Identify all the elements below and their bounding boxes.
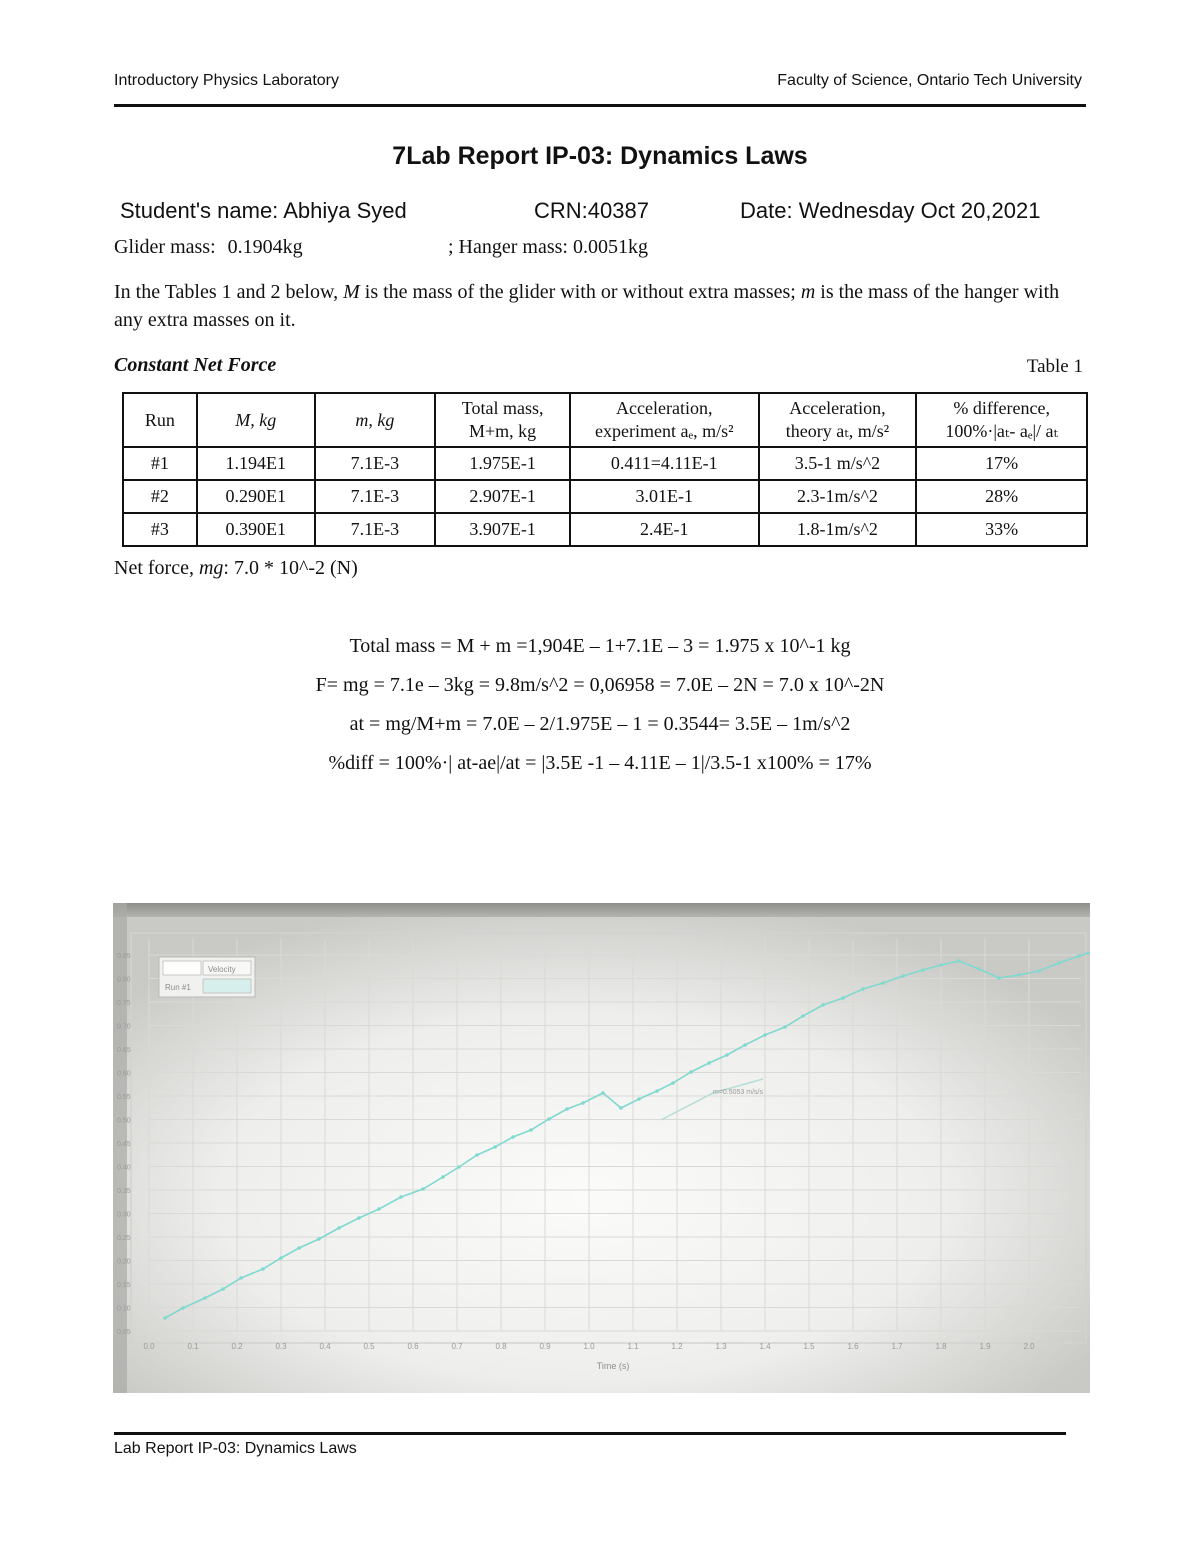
- footer-text: Lab Report IP-03: Dynamics Laws: [114, 1440, 357, 1457]
- intro-text-3: is the mass of the hanger with any extra masses on it.: [114, 281, 1060, 331]
- header-percent-diff-l2: 100%·|aₜ- aₑ|/ aₜ: [945, 421, 1058, 441]
- legend-box: [159, 957, 255, 997]
- table-cell: 3.5-1 m/s^2: [759, 447, 917, 480]
- x-tick-label: 0.6: [407, 1342, 419, 1351]
- header-right: Faculty of Science, Ontario Tech University: [777, 72, 1082, 89]
- header-accel-theory-l2: theory aₜ, m/s²: [785, 421, 890, 441]
- header-accel-exp-l2: experiment aₑ, m/s²: [595, 421, 734, 441]
- table-cell: 2.3-1m/s^2: [759, 480, 917, 513]
- velocity-point: [689, 1070, 693, 1074]
- table-cell: 17%: [916, 447, 1087, 480]
- x-tick-label: 1.6: [847, 1342, 859, 1351]
- velocity-point: [457, 1165, 461, 1169]
- table-row: [123, 513, 1087, 546]
- table-cell: 0.390E1: [197, 513, 315, 546]
- y-tick-label: 0.35: [117, 1188, 131, 1195]
- table-cell: 7.1E-3: [315, 480, 436, 513]
- header-total-mass: [435, 393, 570, 447]
- x-tick-label: 1.1: [627, 1342, 639, 1351]
- velocity-point: [671, 1081, 675, 1085]
- velocity-point: [377, 1207, 381, 1211]
- velocity-point: [203, 1296, 207, 1300]
- y-tick-label: 0.50: [117, 1117, 131, 1125]
- velocity-point: [581, 1101, 585, 1105]
- net-force: [114, 557, 358, 580]
- table-cell: 1.975E-1: [435, 447, 570, 480]
- velocity-point: [357, 1216, 361, 1220]
- results-table: [122, 392, 1088, 547]
- y-tick-label: 0.55: [117, 1094, 131, 1101]
- y-tick-label: 0.60: [117, 1070, 131, 1078]
- report-title: 7Lab Report IP-03: Dynamics Laws: [392, 142, 808, 170]
- x-tick-label: 0.9: [539, 1342, 551, 1351]
- velocity-point: [1086, 951, 1090, 955]
- intro-text-2: is the mass of the glider with or without extra masses;: [359, 281, 801, 303]
- velocity-point: [901, 974, 905, 978]
- intro-text-1: In the Tables 1 and 2 below,: [114, 281, 344, 303]
- velocity-point: [511, 1135, 515, 1139]
- y-tick-label: 0.85: [117, 953, 131, 960]
- x-tick-labels: [143, 1342, 1035, 1351]
- header-m-text: m, kg: [355, 409, 395, 430]
- velocity-point: [441, 1175, 445, 1179]
- velocity-point: [861, 987, 865, 991]
- velocity-point: [493, 1145, 497, 1149]
- velocity-point: [957, 959, 961, 963]
- velocity-point: [801, 1014, 805, 1018]
- header-percent-diff-l1: % difference,: [953, 398, 1050, 418]
- footer-rule: [114, 1432, 1066, 1435]
- velocity-point: [337, 1226, 341, 1230]
- x-tick-label: 0.0: [143, 1342, 155, 1351]
- table-cell: 7.1E-3: [315, 513, 436, 546]
- hanger-mass: ; Hanger mass: 0.0051kg: [448, 236, 648, 258]
- velocity-point: [601, 1091, 605, 1095]
- velocity-point: [529, 1128, 533, 1132]
- y-tick-label: 0.75: [117, 1000, 131, 1007]
- velocity-point: [565, 1107, 569, 1111]
- header-accel-exp-l1: Acceleration,: [616, 398, 713, 418]
- header-accel-theory: [759, 393, 917, 447]
- glider-mass-value: 0.1904kg: [227, 236, 303, 258]
- velocity-point: [221, 1287, 225, 1291]
- velocity-point: [547, 1117, 551, 1121]
- x-axis-label: Time (s): [596, 1361, 630, 1371]
- photo-top-edge: [113, 903, 1090, 917]
- x-tick-label: 1.7: [891, 1342, 903, 1351]
- header-left: Introductory Physics Laboratory: [114, 72, 339, 89]
- header-m: [315, 393, 436, 447]
- glider-mass-label: Glider mass:: [114, 236, 216, 258]
- table-caption: Constant Net Force: [114, 354, 277, 376]
- velocity-point: [763, 1033, 767, 1037]
- velocity-point: [841, 996, 845, 1000]
- table-cell: 1.8-1m/s^2: [759, 513, 917, 546]
- velocity-point: [297, 1246, 301, 1250]
- table-cell: 1.194E1: [197, 447, 315, 480]
- table-cell: 28%: [916, 480, 1087, 513]
- y-tick-label: 0.70: [117, 1023, 131, 1031]
- y-tick-label: 0.45: [117, 1141, 131, 1148]
- intro-var-m: m: [800, 281, 816, 303]
- velocity-point: [399, 1195, 403, 1199]
- x-tick-label: 0.2: [231, 1342, 243, 1351]
- table-row: [123, 480, 1087, 513]
- velocity-point: [317, 1237, 321, 1241]
- x-tick-label: 1.9: [979, 1342, 991, 1351]
- table-cell: #1: [123, 447, 197, 480]
- velocity-point: [1017, 973, 1021, 977]
- table-cell: 0.290E1: [197, 480, 315, 513]
- intro-paragraph: [114, 278, 1089, 334]
- net-force-value: : 7.0 * 10^-2 (N): [223, 557, 358, 579]
- header-M: [197, 393, 315, 447]
- report-date: Date: Wednesday Oct 20,2021: [740, 198, 1041, 223]
- photo-background: [113, 903, 1090, 1393]
- velocity-point: [783, 1025, 787, 1029]
- x-tick-label: 1.0: [583, 1342, 595, 1351]
- x-tick-label: 1.3: [715, 1342, 727, 1351]
- header-run: Run: [123, 393, 197, 447]
- header-rule: [114, 104, 1086, 107]
- equation-total-mass: Total mass = M + m =1,904E – 1+7.1E – 3 = 1.975 x 10^-1 kg: [349, 635, 851, 657]
- velocity-point: [619, 1106, 623, 1110]
- x-tick-label: 0.7: [451, 1342, 463, 1351]
- y-tick-label: 0.65: [117, 1047, 131, 1054]
- velocity-point: [475, 1153, 479, 1157]
- y-tick-label: 0.10: [117, 1305, 131, 1313]
- x-tick-label: 0.1: [187, 1342, 199, 1351]
- table-cell: 3.907E-1: [435, 513, 570, 546]
- velocity-point: [181, 1306, 185, 1310]
- crn: CRN:40387: [534, 198, 649, 223]
- x-tick-label: 1.2: [671, 1342, 683, 1351]
- velocity-point: [725, 1053, 729, 1057]
- velocity-point: [743, 1043, 747, 1047]
- x-tick-label: 1.8: [935, 1342, 947, 1351]
- equation-theory-accel: at = mg/M+m = 7.0E – 2/1.975E – 1 = 0.3544= 3.5E – 1m/s^2: [349, 713, 851, 735]
- header-total-mass-l1: Total mass,: [461, 398, 544, 418]
- header-total-mass-l2: M+m, kg: [469, 421, 537, 441]
- velocity-point: [279, 1256, 283, 1260]
- y-tick-label: 0.05: [117, 1329, 131, 1336]
- x-tick-label: 2.0: [1023, 1342, 1035, 1351]
- header-percent-diff: [916, 393, 1087, 447]
- velocity-point: [921, 968, 925, 972]
- velocity-point: [707, 1061, 711, 1065]
- table-cell: #3: [123, 513, 197, 546]
- velocity-point: [1057, 961, 1061, 965]
- x-tick-label: 0.3: [275, 1342, 287, 1351]
- velocity-point: [239, 1276, 243, 1280]
- table-cell: #2: [123, 480, 197, 513]
- legend-run: Run #1: [165, 983, 191, 992]
- y-tick-label: 0.40: [117, 1164, 131, 1172]
- table-number: Table 1: [1026, 356, 1083, 377]
- y-tick-label: 0.80: [117, 976, 131, 984]
- student-name: Student's name: Abhiya Syed: [120, 198, 407, 223]
- velocity-point: [881, 981, 885, 985]
- velocity-point: [261, 1267, 265, 1271]
- table-row: [123, 447, 1087, 480]
- table-cell: 2.907E-1: [435, 480, 570, 513]
- intro-var-M: M: [343, 281, 360, 303]
- velocity-graph-photo: [113, 903, 1090, 1393]
- velocity-point: [655, 1089, 659, 1093]
- header-M-text: M, kg: [235, 409, 277, 430]
- table-cell: 2.4E-1: [570, 513, 759, 546]
- table-cell: 0.411=4.11E-1: [570, 447, 759, 480]
- equation-force: F= mg = 7.1e – 3kg = 9.8m/s^2 = 0,06958 = 7.0E – 2N = 7.0 x 10^-2N: [315, 674, 885, 696]
- legend-title: Velocity: [208, 965, 236, 974]
- y-tick-label: 0.30: [117, 1211, 131, 1219]
- velocity-point: [421, 1187, 425, 1191]
- velocity-point: [1077, 954, 1081, 958]
- velocity-point: [1037, 969, 1041, 973]
- velocity-point: [939, 963, 943, 967]
- y-tick-label: 0.25: [117, 1235, 131, 1242]
- x-tick-label: 0.8: [495, 1342, 507, 1351]
- x-tick-label: 0.4: [319, 1342, 331, 1351]
- net-force-label: Net force,: [114, 557, 199, 579]
- table-cell: 3.01E-1: [570, 480, 759, 513]
- fit-annotation: m=0.5053 m/s/s: [713, 1089, 763, 1096]
- equation-percent-diff: %diff = 100%·| at-ae|/at = |3.5E -1 – 4.11E – 1|/3.5-1 x100% = 17%: [328, 752, 872, 774]
- velocity-point: [163, 1316, 167, 1320]
- table-header-row: [123, 393, 1087, 447]
- mass-line: [114, 236, 648, 259]
- table-cell: 33%: [916, 513, 1087, 546]
- net-force-var: mg: [198, 557, 224, 579]
- y-tick-label: 0.20: [117, 1258, 131, 1266]
- x-tick-label: 0.5: [363, 1342, 375, 1351]
- header-accel-exp: [570, 393, 759, 447]
- table-cell: 7.1E-3: [315, 447, 436, 480]
- x-tick-label: 1.5: [803, 1342, 815, 1351]
- velocity-point: [977, 967, 981, 971]
- velocity-point: [637, 1097, 641, 1101]
- velocity-point: [821, 1003, 825, 1007]
- header-accel-theory-l1: Acceleration,: [789, 398, 886, 418]
- y-tick-label: 0.15: [117, 1282, 131, 1289]
- velocity-point: [997, 976, 1001, 980]
- x-tick-label: 1.4: [759, 1342, 771, 1351]
